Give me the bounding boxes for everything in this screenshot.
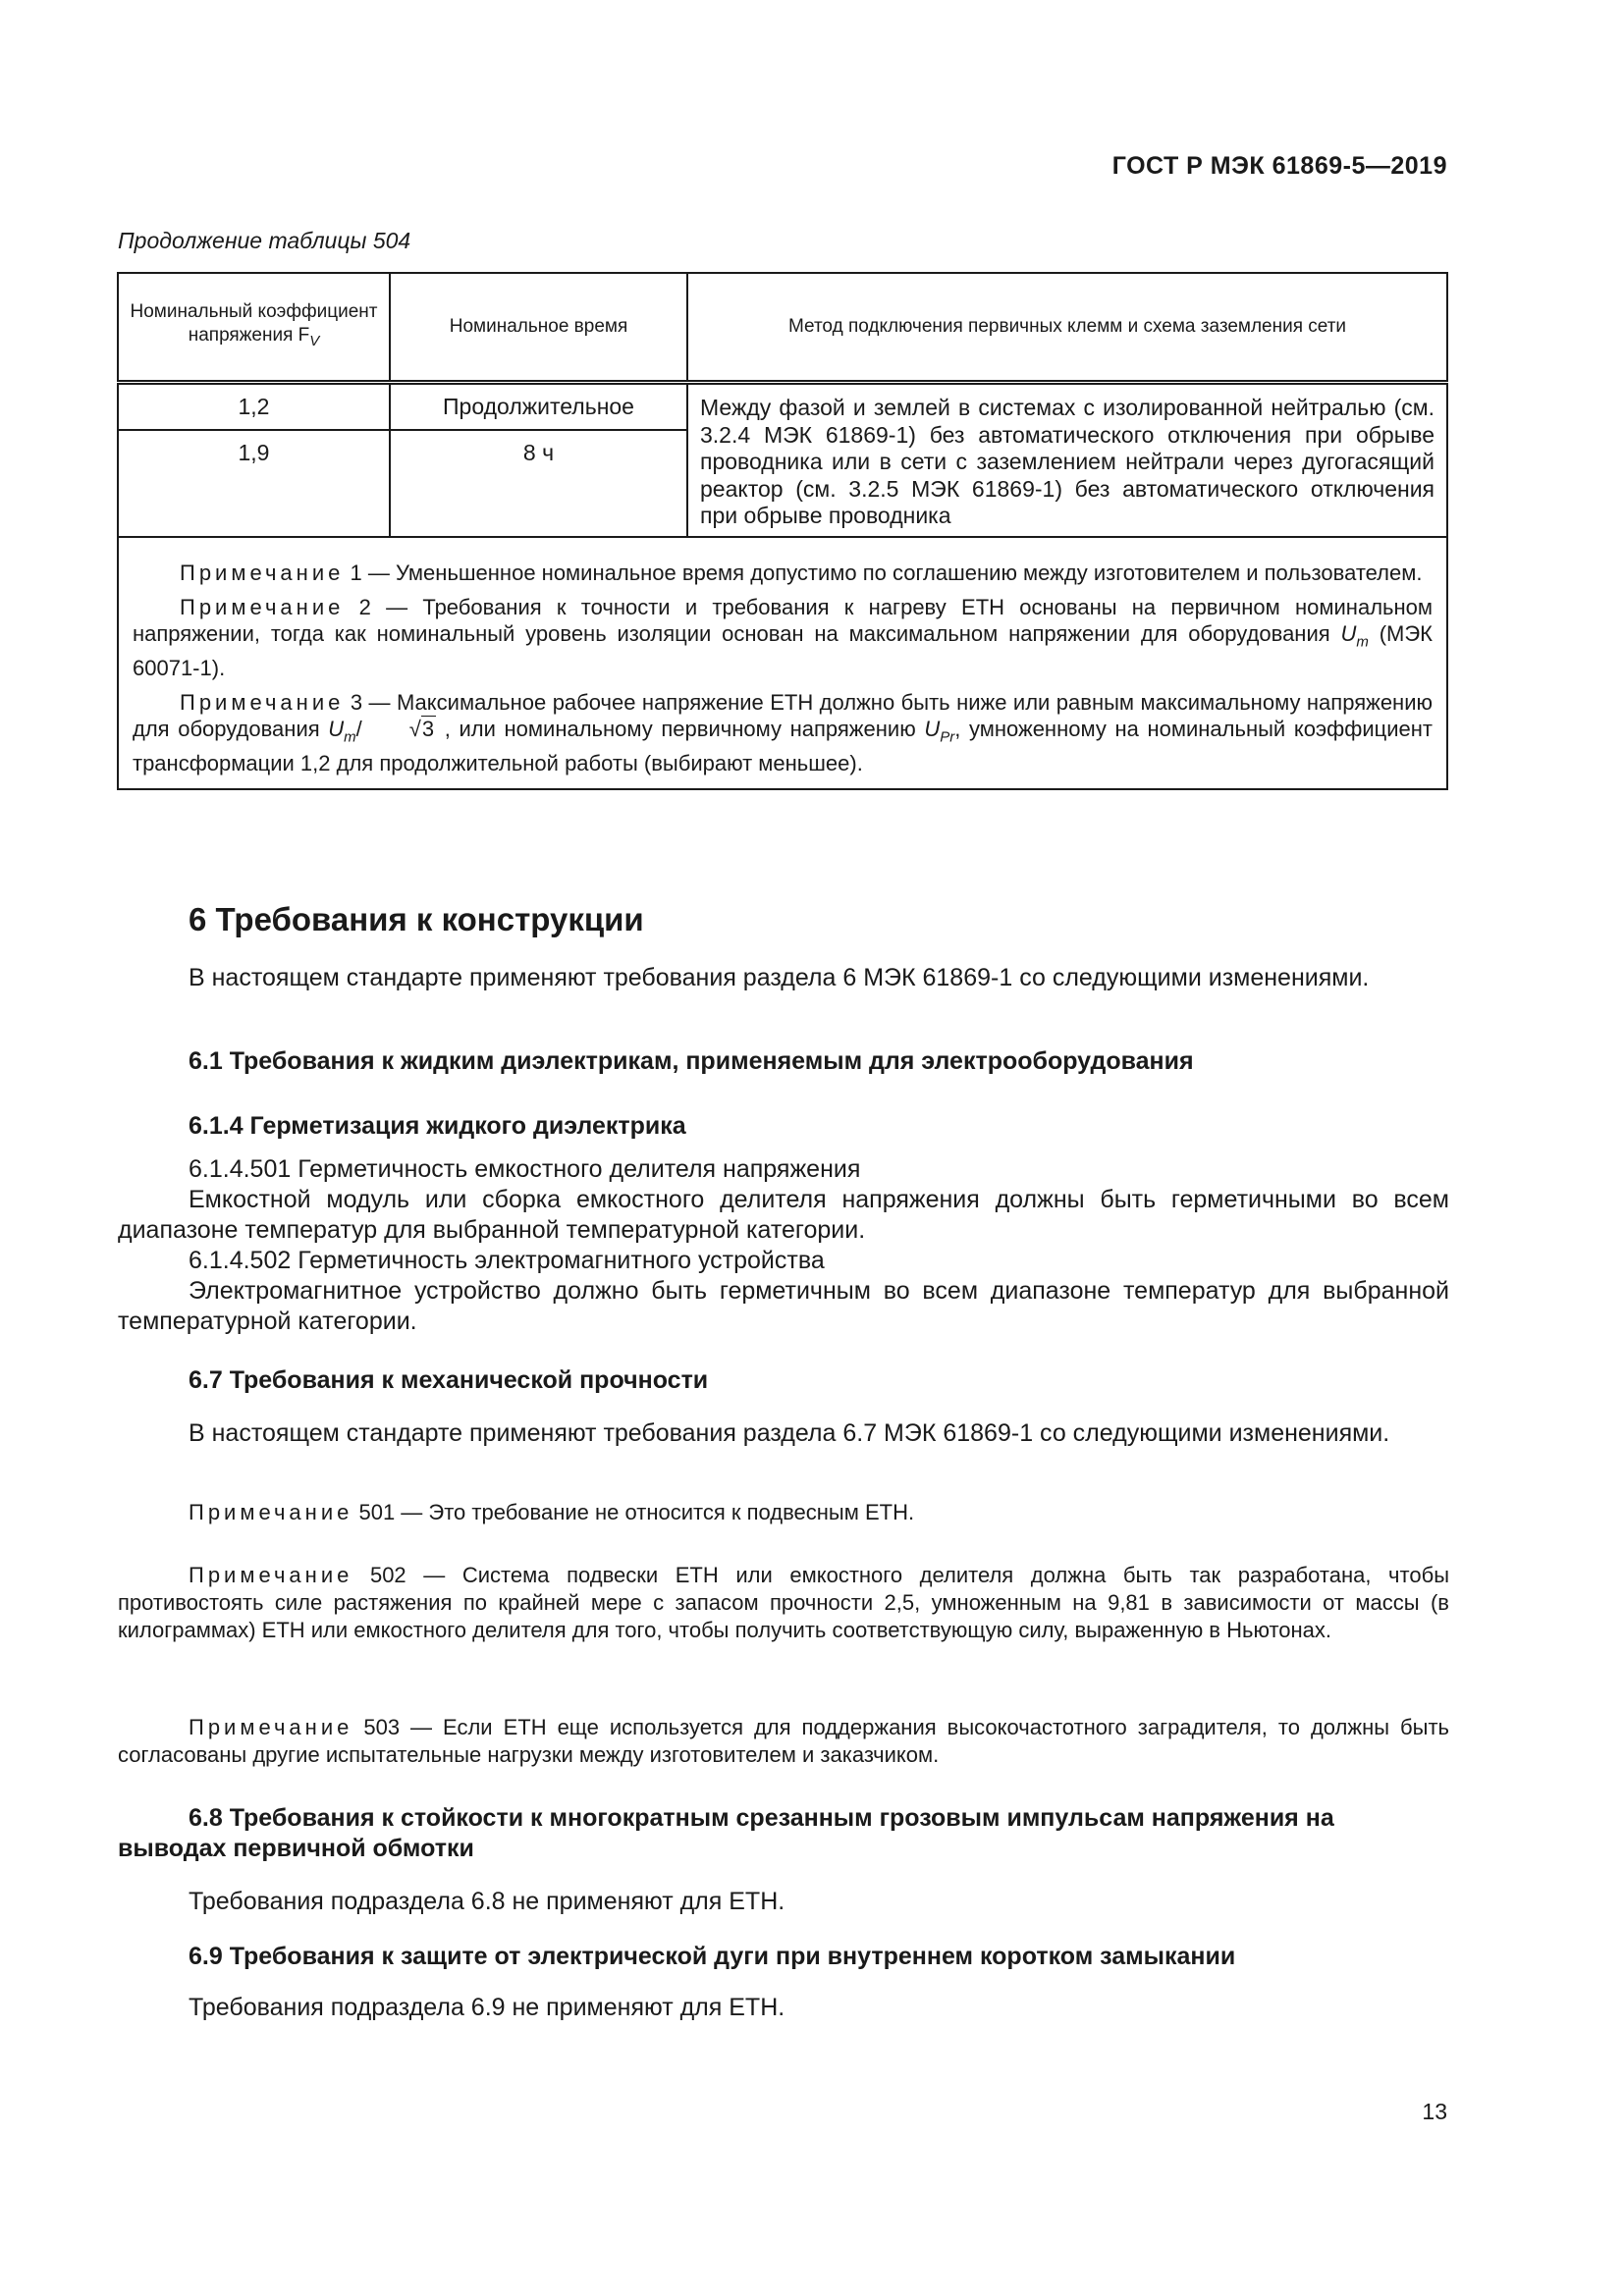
cell-method: Между фазой и землей в системах с изолированной нейтралью (см. 3.2.4 МЭК 61869-1) без автоматического отключения при обрыве проводника или в сети с заземлением нейтрали через дугогасящий реактор (см. 3.2.5 МЭК 61869-1) без автоматического отключения при обрыве проводника <box>687 383 1447 537</box>
table-header-row <box>118 273 1447 383</box>
clause-6-1-4-502-heading: 6.1.4.502 Герметичность электромагнитного устройства <box>189 1247 825 1274</box>
section-6-9-title: 6.9 Требования к защите от электрической дуги при внутреннем коротком замыкании <box>189 1943 1236 1970</box>
cell-time: 8 ч <box>390 430 687 537</box>
section-6-title: 6 Требования к конструкции <box>189 901 644 937</box>
note-503: Примечание 503 — Если ЕТН еще используется для поддержания высокочастотного заградителя, то должны быть согласованы другие испытательные нагрузки между изготовителем и заказчиком. <box>118 1715 1449 1767</box>
section-6-1-title: 6.1 Требования к жидким диэлектрикам, применяемым для электрооборудования <box>189 1047 1194 1075</box>
note-501: Примечание 501 — Это требование не относится к подвесным ЕТН. <box>189 1500 915 1524</box>
page-number: 13 <box>1422 2099 1447 2124</box>
table-504 <box>117 272 1448 790</box>
section-6-9-text: Требования подраздела 6.9 не применяют для ЕТН. <box>189 1994 785 2021</box>
clause-6-1-4-502-text: Электромагнитное устройство должно быть герметичным во всем диапазоне температур для выбранной температурной категории. <box>118 1277 1449 1335</box>
clause-6-1-4-501-heading: 6.1.4.501 Герметичность емкостного делителя напряжения <box>189 1155 861 1183</box>
section-6-7-intro: В настоящем стандарте применяют требования раздела 6.7 МЭК 61869-1 со следующими изменениями. <box>189 1419 1390 1447</box>
section-6-1-4-title: 6.1.4 Герметизация жидкого диэлектрика <box>189 1112 686 1140</box>
cell-factor: 1,9 <box>118 430 390 537</box>
table-row <box>118 383 1447 430</box>
header-method: Метод подключения первичных клемм и схема заземления сети <box>687 273 1447 383</box>
table-note-1: Примечание 1 — Уменьшенное номинальное время допустимо по соглашению между изготовителем и пользователем. <box>180 560 1423 585</box>
table-note-3: Примечание 3 — Максимальное рабочее напряжение ЕТН должно быть ниже или равным максимальному напряжению для оборудования $U_m/$ √3 , или номинальному первичному напряжению $U_{Pr}$, умноженному на номинальный коэффициент трансформации 1,2 для продолжительной работы (выбирают меньшее). <box>133 689 1434 776</box>
clause-6-1-4-501-text: Емкостной модуль или сборка емкостного делителя напряжения должны быть герметичными во всем диапазоне температур для выбранной температурной категории. <box>118 1186 1449 1244</box>
sqrt-symbol: √3 <box>408 716 435 741</box>
cell-factor: 1,2 <box>118 383 390 430</box>
section-6-1-4-body <box>118 1154 1449 1337</box>
section-6-intro: В настоящем стандарте применяют требования раздела 6 МЭК 61869-1 со следующими изменениями. <box>189 964 1370 991</box>
standard-code: ГОСТ Р МЭК 61869-5—2019 <box>1111 152 1447 180</box>
table-caption: Продолжение таблицы 504 <box>118 228 411 253</box>
table-notes <box>118 537 1447 790</box>
table-notes-row <box>118 537 1447 790</box>
note-502: Примечание 502 — Система подвески ЕТН или емкостного делителя должна быть так разработана, чтобы противостоять силе растяжения по крайней мере с запасом прочности 2,5, умноженным на 9,81 в зависимости от массы (в килограммах) ЕТН или емкостного делителя для того, чтобы получить соответствующую силу, выраженную в Ньютонах. <box>118 1563 1449 1642</box>
section-6-7-title: 6.7 Требования к механической прочности <box>189 1366 709 1394</box>
table-note-2: Примечание 2 — Требования к точности и требования к нагреву ЕТН основаны на первичном номинальном напряжении, тогда как номинальный уровень изоляции основан на максимальном напряжении для оборудования $U_m$ (МЭК 60071-1). <box>133 594 1433 680</box>
header-time: Номинальное время <box>390 273 687 383</box>
cell-time: Продолжительное <box>390 383 687 430</box>
section-6-8-title: 6.8 Требования к стойкости к многократным срезанным грозовым импульсам напряжения на выводах первичной обмотки <box>118 1804 1334 1862</box>
header-factor: Номинальный коэффициент напряжения $F_V$ <box>118 273 390 383</box>
section-6-8-text: Требования подраздела 6.8 не применяют для ЕТН. <box>189 1888 785 1915</box>
